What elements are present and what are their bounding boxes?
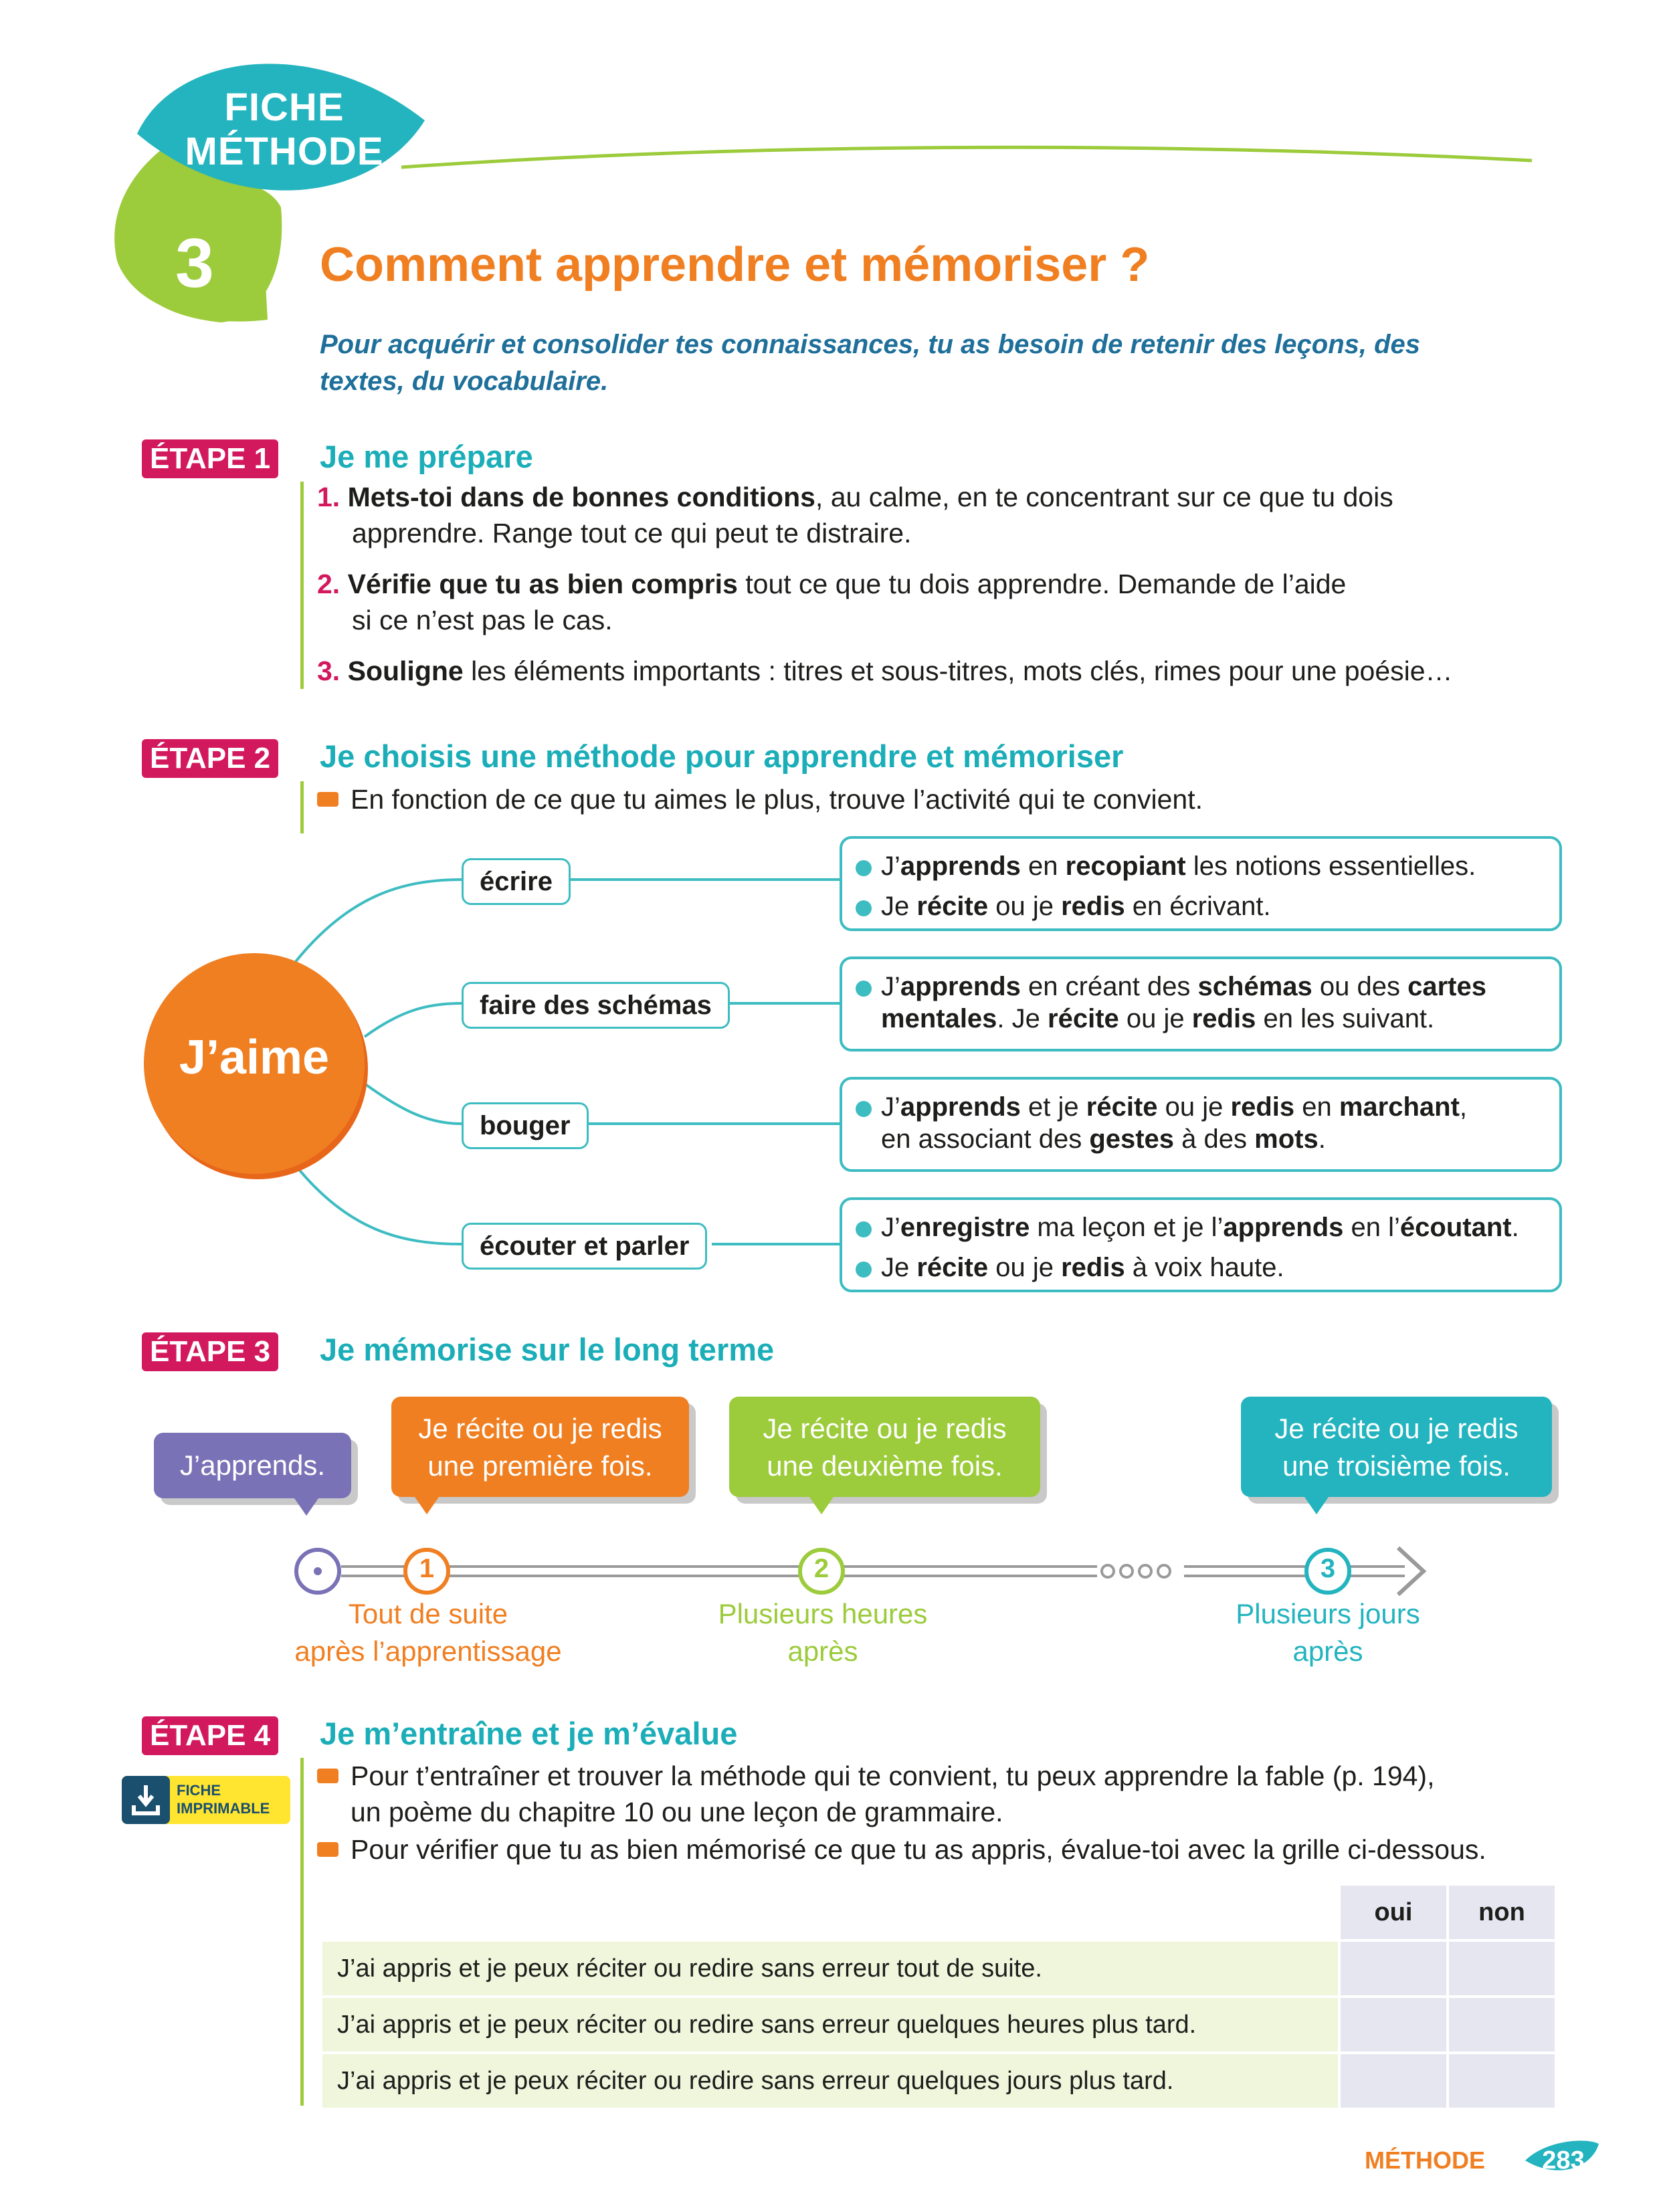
bubble-line: une deuxième fois.	[767, 1450, 1003, 1482]
grid-empty-corner	[322, 1886, 1338, 1939]
item-number: 1.	[317, 482, 340, 512]
fiche-label-line: IMPRIMABLE	[177, 1800, 270, 1817]
grid-question: J’ai appris et je peux réciter ou redire sans erreur quelques jours plus tard.	[322, 2054, 1338, 2108]
timeline-label-3	[1194, 1595, 1462, 1670]
teal-dot-icon	[856, 860, 872, 876]
teal-dot-icon	[856, 1262, 872, 1278]
grid-header-oui: oui	[1341, 1886, 1446, 1939]
table-row	[322, 1942, 1555, 1995]
item-bold: Souligne	[347, 656, 464, 686]
desc-line: mentales. Je récite ou je redis en les suivant.	[881, 1004, 1435, 1033]
item-bold: Vérifie que tu as bien compris	[347, 569, 738, 599]
intro-text: Pour acquérir et consolider tes connaissances, tu as besoin de retenir des leçons, des textes, du vocabulaire.	[320, 330, 1421, 396]
bubble-tail	[1304, 1497, 1329, 1514]
fiche-number: 3	[175, 225, 214, 302]
desc-line: en associant des gestes à des mots.	[881, 1124, 1326, 1154]
grid-cell-oui[interactable]	[1341, 1998, 1446, 2051]
etape-4-bar	[300, 1758, 304, 2106]
item-bold: Mets-toi dans de bonnes conditions	[347, 482, 815, 512]
etape-3-title: Je mémorise sur le long terme	[320, 1332, 775, 1367]
orange-bullet-icon	[317, 1842, 338, 1857]
etape-2-bar	[300, 781, 304, 833]
branch-bouger: bouger	[462, 1102, 589, 1149]
teal-dot-icon	[856, 1101, 872, 1117]
etape-1-item-1	[317, 479, 1588, 551]
desc-bouger	[840, 1077, 1562, 1172]
page-title: Comment apprendre et mémoriser ?	[320, 238, 1150, 292]
bubble-deuxieme-fois	[729, 1397, 1040, 1497]
item-text-cont: si ce n’est pas le cas.	[352, 605, 613, 635]
etape-1-item-3	[317, 653, 1588, 689]
etape-1-item-2	[317, 566, 1588, 638]
grid-header-non: non	[1449, 1886, 1555, 1939]
orange-bullet-icon	[317, 1769, 338, 1783]
branch-ecrire: écrire	[462, 858, 571, 905]
jaime-center-label: J’aime	[179, 1031, 330, 1084]
grid-cell-oui[interactable]	[1341, 1942, 1446, 1995]
etape-4-bullet-1	[351, 1758, 1588, 1830]
footer-section: MÉTHODE	[1365, 2146, 1485, 2174]
bubble-premiere-fois	[391, 1397, 689, 1497]
grid-cell-non[interactable]	[1449, 1942, 1555, 1995]
table-row	[322, 2054, 1555, 2108]
bubble-line: une troisième fois.	[1282, 1450, 1510, 1482]
bubble-tail	[294, 1498, 318, 1516]
grid-cell-non[interactable]	[1449, 2054, 1555, 2108]
etape-3-badge: ÉTAPE 3	[142, 1332, 278, 1371]
bubble-line: Je récite ou je redis	[418, 1413, 662, 1444]
fiche-imprimable-label	[177, 1781, 270, 1817]
branch-faire-des-schemas: faire des schémas	[462, 982, 730, 1029]
label-line: Plusieurs jours	[1236, 1598, 1420, 1629]
item-text: les éléments importants : titres et sous-titres, mots clés, rimes pour une poésie…	[463, 656, 1453, 686]
header-decoration	[0, 0, 1659, 348]
etape-4-bullet-2: Pour vérifier que tu as bien mémorisé ce que tu as appris, évalue-toi avec la grille ci-dessous.	[351, 1834, 1486, 1865]
item-number: 3.	[317, 656, 340, 686]
teal-dot-icon	[856, 900, 872, 916]
etape-1-badge: ÉTAPE 1	[142, 439, 278, 478]
item-text: , au calme, en te concentrant sur ce que tu dois	[815, 482, 1393, 512]
label-line: après	[1292, 1635, 1363, 1667]
label-line: après l’apprentissage	[294, 1635, 562, 1667]
timeline-label-2	[689, 1595, 957, 1670]
grid-cell-oui[interactable]	[1341, 2054, 1446, 2108]
download-icon-glyph	[122, 1776, 170, 1824]
etape-1-bar	[300, 482, 304, 689]
bubble-tail	[809, 1497, 834, 1514]
header-green-line	[401, 147, 1532, 167]
timeline-label-1	[261, 1595, 595, 1670]
grid-header-row	[322, 1886, 1555, 1939]
desc-line: J’enregistre ma leçon et je l’apprends en l’écoutant.	[856, 1209, 1546, 1245]
item-number: 2.	[317, 569, 340, 599]
badge-line-2: MÉTHODE	[185, 130, 384, 173]
etape-2-badge: ÉTAPE 2	[142, 739, 278, 778]
desc-line: Je récite ou je redis en écrivant.	[856, 888, 1546, 924]
item-text: tout ce que tu dois apprendre. Demande de l’aide	[737, 569, 1347, 599]
item-text-cont: apprendre. Range tout ce qui peut te distraire.	[352, 518, 912, 548]
desc-line: J’apprends en recopiant les notions essentielles.	[856, 848, 1546, 884]
bubble-line: Je récite ou je redis	[1274, 1413, 1519, 1444]
grid-question: J’ai appris et je peux réciter ou redire sans erreur tout de suite.	[322, 1942, 1338, 1995]
etape-2-instruction: En fonction de ce que tu aimes le plus, trouve l’activité qui te convient.	[351, 784, 1203, 815]
badge-line-1: FICHE	[224, 86, 345, 129]
grid-question: J’ai appris et je peux réciter ou redire sans erreur quelques heures plus tard.	[322, 1998, 1338, 2051]
desc-line: J’apprends en créant des schémas ou des cartes	[856, 969, 1546, 1005]
marker-3-label: 3	[1320, 1554, 1336, 1583]
bubble-troisieme-fois	[1241, 1397, 1552, 1497]
bubble-line: Je récite ou je redis	[763, 1413, 1007, 1444]
teal-dot-icon	[856, 1221, 872, 1237]
fiche-methode-badge	[154, 86, 415, 174]
evaluation-grid	[320, 1883, 1557, 2110]
table-row	[322, 1998, 1555, 2051]
grid-cell-non[interactable]	[1449, 1998, 1555, 2051]
marker-1-label: 1	[419, 1554, 435, 1583]
etape-4-badge: ÉTAPE 4	[142, 1716, 278, 1755]
fiche-label-line: FICHE	[177, 1782, 221, 1799]
desc-ecouter	[840, 1197, 1562, 1292]
label-line: après	[787, 1635, 858, 1667]
etape-2-title: Je choisis une méthode pour apprendre et mémoriser	[320, 738, 1124, 774]
teal-dot-icon	[856, 981, 872, 997]
desc-ecrire	[840, 836, 1562, 931]
label-line: Tout de suite	[348, 1598, 508, 1629]
bubble-japprends: J’apprends.	[154, 1433, 351, 1498]
label-line: Plusieurs heures	[718, 1598, 928, 1629]
bullet-line: Pour t’entraîner et trouver la méthode qui te convient, tu peux apprendre la fable (p. 194),	[351, 1761, 1435, 1791]
desc-schemas	[840, 957, 1562, 1051]
bullet-line: un poème du chapitre 10 ou une leçon de grammaire.	[351, 1797, 1003, 1827]
orange-bullet-icon	[317, 792, 338, 807]
branch-ecouter-et-parler: écouter et parler	[462, 1223, 707, 1270]
page-number: 283	[1542, 2146, 1585, 2175]
bubble-tail	[415, 1497, 439, 1514]
etape-1-title: Je me prépare	[320, 439, 533, 474]
desc-line: J’apprends et je récite ou je redis en marchant,	[856, 1089, 1546, 1125]
fiche-imprimable-button[interactable]	[122, 1776, 290, 1824]
download-icon	[122, 1776, 170, 1824]
marker-2-label: 2	[813, 1554, 830, 1583]
etape-4-title: Je m’entraîne et je m’évalue	[320, 1716, 738, 1751]
bubble-line: une première fois.	[427, 1450, 653, 1482]
desc-line: Je récite ou je redis à voix haute.	[856, 1249, 1546, 1286]
